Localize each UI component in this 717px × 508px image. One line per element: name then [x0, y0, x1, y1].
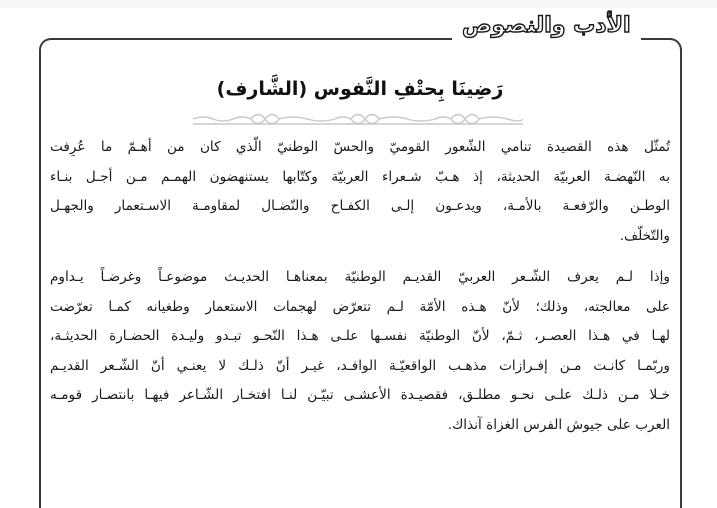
text-line: به النّهضـة العربيّة الحديثة، إذ هـبّ شـعراء العربيّة وكتّابها يستنهضون الهمـم مـن أجـل بنـاء	[50, 168, 670, 185]
page-top-strip	[0, 0, 717, 8]
text-line: وإذا لـم يعرف الشّـعر العربيّ القديـم الوطنيّة بمعناهـا الحديـث موضوعـاً وغرضـاً يـداوم	[50, 269, 670, 285]
section-label: الأدب والنصوص	[462, 13, 631, 38]
paragraph-2	[50, 263, 670, 440]
text-line: على معالجته، وذلك؛ لأنّ هـذه الأمّة لـم تتعرّض لهجمات الاستعمار وطغيانه كمـا تعرّضت	[50, 298, 670, 315]
lesson-body	[50, 133, 670, 440]
text-line: خـلا مـن ذلـك علـى نحـو مطلـق، فقصيـدة الأعشـى تبيّـن لنـا افتخـار الشّـاعر فيهـا بانتصـار قومـه	[50, 387, 670, 403]
paragraph-1	[50, 133, 670, 251]
text-line: العرب على جيوش الفرس الغزاة آنذاك.	[447, 416, 670, 433]
text-line: تُمثّل هذه القصيدة تنامي الشّعور القوميّ والحسّ الوطنيّ الّذي كان من أهـمّ ما عُرِفت	[50, 139, 670, 155]
text-line: وربّمـا كانـت مـن إفـرازات مذهـب الواقعيّـة الوافـد، غيـر أنّ ذلـك لا يعنـي أنّ الشّـعر القديـم	[50, 357, 670, 374]
title-ornament-divider	[193, 113, 523, 127]
text-line: والتّخلّف.	[619, 227, 670, 244]
section-header	[452, 10, 641, 42]
lesson-title: رَضِينَا بِحتْفِ النَّفوس (الشَّارف)	[216, 78, 504, 100]
text-line: لهـا في هـذا العصـر، ثـمّ، لأنّ الوطنيّة نفسـها علـى هـذا النّحـو تبـدو وليـدة الحضـارة الحديثـة،	[50, 328, 670, 344]
text-line: الوطـن والرّفعـة بالأمـة، ويدعـون إلـى الكفـاح والنّضـال لمقاومـة الاسـتعمار والجهـل	[50, 198, 670, 214]
